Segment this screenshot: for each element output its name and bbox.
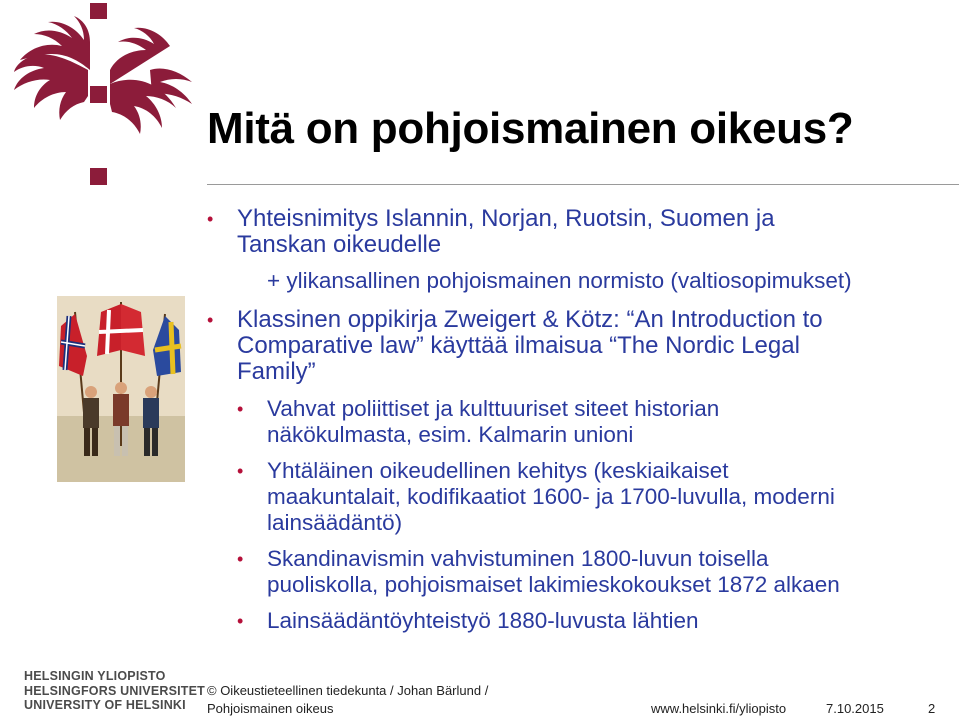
wordmark-line: HELSINGFORS UNIVERSITET: [24, 683, 206, 698]
sub-bullet-text: Lainsäädäntöyhteistyö 1880-luvusta lähtien: [267, 608, 699, 633]
slide-title: Mitä on pohjoismainen oikeus?: [207, 104, 854, 153]
sub-bullet-text: Vahvat poliittiset ja kulttuuriset siteet historian: [267, 396, 720, 421]
bullet-marker: •: [207, 310, 214, 330]
sub-bullet-marker: •: [237, 461, 244, 481]
sub-bullet-text: maakuntalait, kodifikaatiot 1600- ja 1700-luvulla, moderni: [267, 484, 835, 509]
sub-bullet-text: lainsäädäntö): [267, 510, 403, 535]
sub-bullet-text: puoliskolla, pohjoismaiset lakimieskokoukset 1872 alkaen: [267, 572, 840, 597]
university-wordmark: [24, 669, 205, 713]
bullet-text: Comparative law” käyttää ilmaisua “The Nordic Legal: [237, 332, 800, 359]
bullet-marker: •: [207, 209, 214, 229]
sub-bullet-marker: •: [237, 399, 244, 419]
bullet-text: Yhteisnimitys Islannin, Norjan, Ruotsin, Suomen ja: [237, 205, 775, 232]
bullet-text: Tanskan oikeudelle: [237, 231, 442, 258]
footer-url: www.helsinki.fi/yliopisto: [651, 701, 787, 716]
footer-date: 7.10.2015: [826, 701, 884, 716]
wordmark-line: UNIVERSITY OF HELSINKI: [24, 698, 186, 712]
sub-bullet-text: näkökulmasta, esim. Kalmarin unioni: [267, 422, 634, 447]
footer-credit: © Oikeustieteellinen tiedekunta / Johan Bärlund /: [207, 683, 489, 698]
sub-bullet-marker: •: [237, 549, 244, 569]
bullet-text: Family”: [237, 358, 316, 385]
sub-bullet-text: Skandinavismin vahvistuminen 1800-luvun toisella: [267, 546, 769, 571]
sub-bullet-marker: •: [237, 611, 244, 631]
sub-note-text: + ylikansallinen pohjoismainen normisto (valtiosopimukset): [267, 268, 852, 293]
footer-credit-title: Pohjoismainen oikeus: [207, 701, 334, 716]
wordmark-line: HELSINGIN YLIOPISTO: [24, 669, 166, 683]
sub-bullet-text: Yhtäläinen oikeudellinen kehitys (keskiaikaiset: [267, 458, 729, 483]
bullet-text: Klassinen oppikirja Zweigert & Kötz: “An Introduction to: [237, 306, 823, 333]
page-number: 2: [928, 701, 936, 716]
